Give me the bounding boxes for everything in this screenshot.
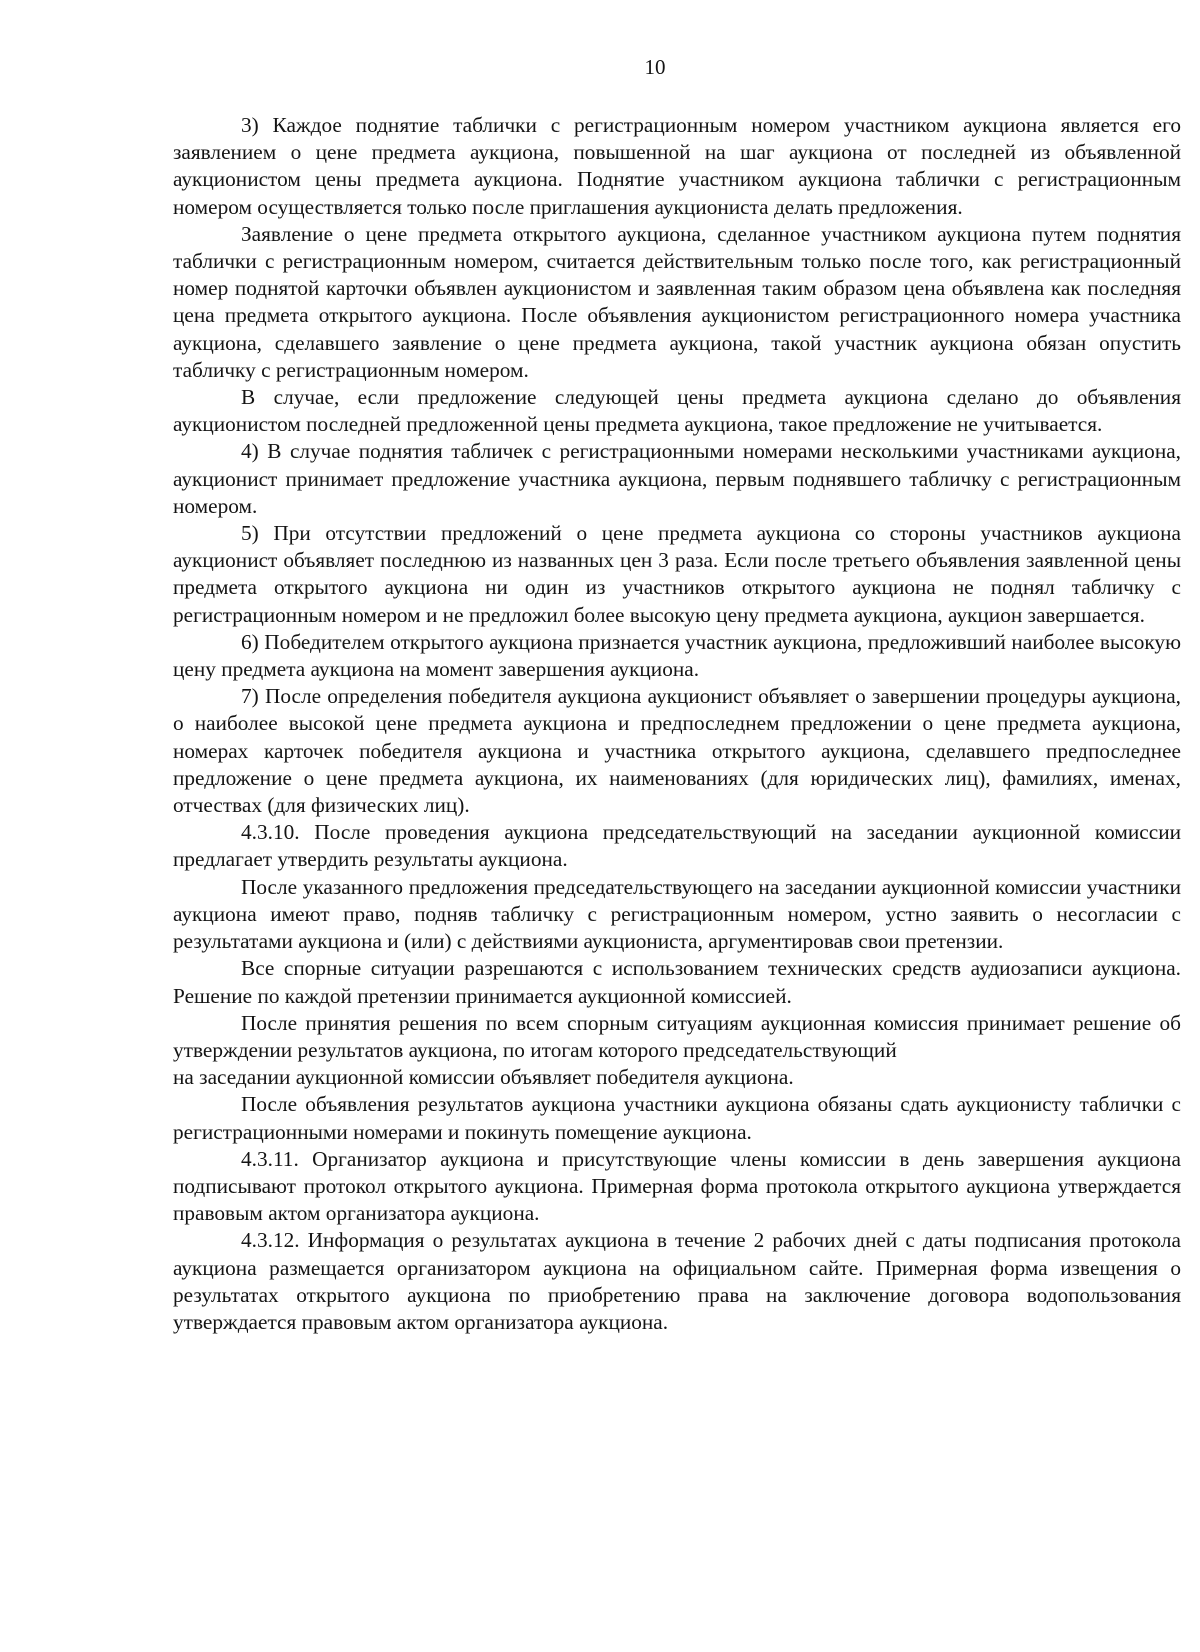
- paragraph-item-6: 6) Победителем открытого аукциона признается участник аукциона, предложивший наиболее высокую цену предмета аукциона на момент завершения аукциона.: [173, 629, 1181, 682]
- paragraph-item-5: 5) При отсутствии предложений о цене предмета аукциона со стороны участников аукциона аукционист объявляет последнюю из названных цен 3 раза. Если после третьего объявления заявленной цены предмета открытого аукциона ни один из участников открытого аукциона не поднял табличку с регистрационным номером и не предложил более высокую цену предмета аукциона, аукцион завершается.: [173, 521, 1181, 627]
- paragraph-bid-statement: Заявление о цене предмета открытого аукциона, сделанное участником аукциона путем поднятия таблички с регистрационным номером, считается действительным только после того, как регистрационный номер поднятой карточки объявлен аукционистом и заявленная таким образом цена объявлена как последняя цена предмета открытого аукциона. После объявления аукционистом регистрационного номера участника аукциона, сделавшего заявление о цене предмета аукциона, такой участник аукциона обязан опустить табличку с регистрационным номером.: [173, 221, 1181, 382]
- page-number: 10: [644, 55, 666, 79]
- paragraph-decision: После принятия решения по всем спорным ситуациям аукционная комиссия принимает решение об утверждении результатов аукциона, по итогам которого председательствующий: [173, 1010, 1181, 1062]
- paragraph-decision-continued: на заседании аукционной комиссии объявляет победителя аукциона.: [173, 1065, 794, 1090]
- paragraph-disputes: Все спорные ситуации разрешаются с использованием технических средств аудиозаписи аукциона. Решение по каждой претензии принимается аукционной комиссией.: [173, 956, 1181, 1008]
- paragraph-4-3-11: 4.3.11. Организатор аукциона и присутствующие члены комиссии в день завершения аукциона подписывают протокол открытого аукциона. Примерная форма протокола открытого аукциона утверждается правовым актом организатора аукциона.: [173, 1146, 1181, 1226]
- paragraph-objections: После указанного предложения председательствующего на заседании аукционной комиссии участники аукциона имеют право, подняв табличку с регистрационным номером, устно заявить о несогласии с результатами аукциона и (или) с действиями аукциониста, аргументировав свои претензии.: [173, 874, 1181, 954]
- paragraph-return-plates: После объявления результатов аукциона участники аукциона обязаны сдать аукционисту таблички с регистрационными номерами и покинуть помещение аукциона.: [173, 1092, 1181, 1144]
- paragraph-item-7: 7) После определения победителя аукциона аукционист объявляет о завершении процедуры аукциона, о наиболее высокой цене предмета аукциона и предпоследнем предложении о цене предмета аукциона, номерах карточек победителя аукциона и участника открытого аукциона, сделавшего предпоследнее предложение о цене предмета аукциона, их наименованиях (для юридических лиц), фамилиях, именах, отчествах (для физических лиц).: [173, 684, 1181, 818]
- paragraph-item-3: 3) Каждое поднятие таблички с регистрационным номером участником аукциона является его заявлением о цене предмета аукциона, повышенной на шаг аукциона от последней из объявленной аукционистом цены предмета аукциона. Поднятие участником аукциона таблички с регистрационным номером осуществляется только после приглашения аукциониста делать предложения.: [173, 113, 1181, 219]
- paragraph-premature-bid: В случае, если предложение следующей цены предмета аукциона сделано до объявления аукционистом последней предложенной цены предмета аукциона, такое предложение не учитывается.: [173, 385, 1181, 437]
- paragraph-4-3-10: 4.3.10. После проведения аукциона председательствующий на заседании аукционной комиссии предлагает утвердить результаты аукциона.: [173, 820, 1181, 872]
- paragraph-item-4: 4) В случае поднятия табличек с регистрационными номерами несколькими участниками аукциона, аукционист принимает предложение участника аукциона, первым поднявшего табличку с регистрационным номером.: [173, 439, 1181, 518]
- paragraph-4-3-12: 4.3.12. Информация о результатах аукциона в течение 2 рабочих дней с даты подписания протокола аукциона размещается организатором аукциона на официальном сайте. Примерная форма извещения о результатах открытого аукциона по приобретению права на заключение договора водопользования утверждается правовым актом организатора аукциона.: [173, 1228, 1181, 1334]
- document-body: [173, 112, 1181, 1336]
